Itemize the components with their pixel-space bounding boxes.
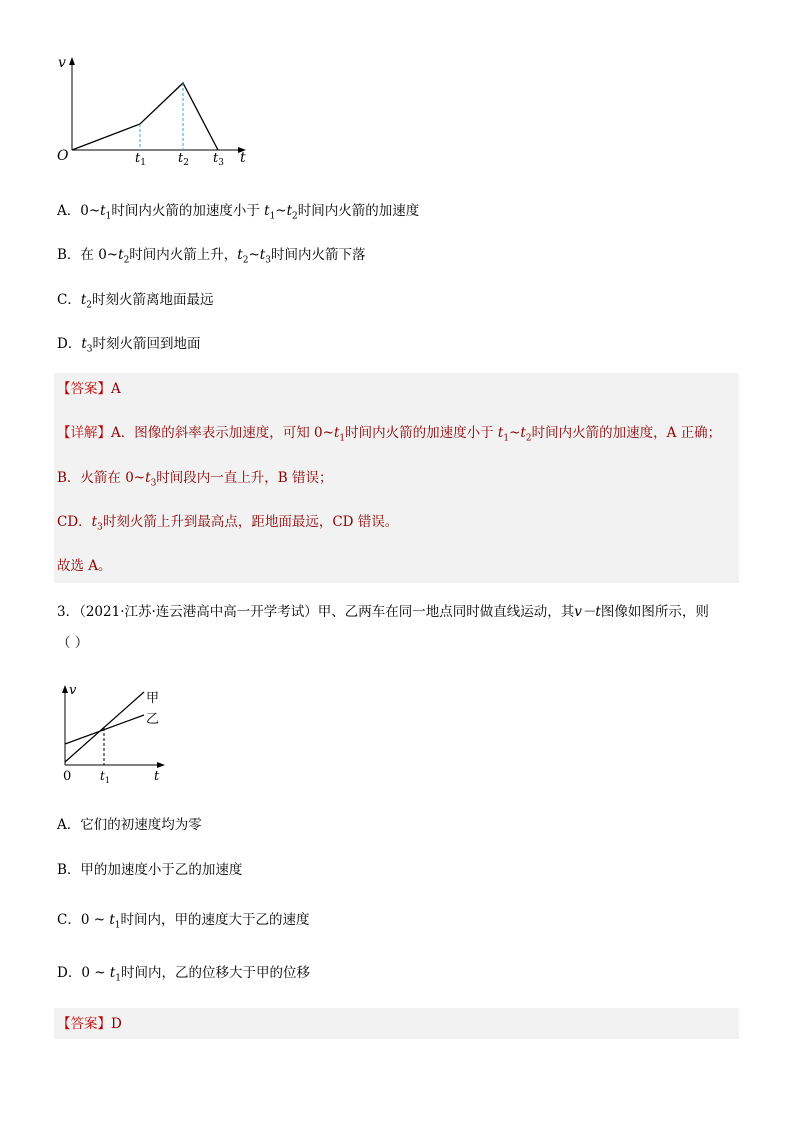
- q2-option-c: C．$t_2$时刻火箭离地面最远: [57, 292, 214, 311]
- t-axis-arrow: [157, 762, 165, 768]
- q2-detail-line-4: 故选 A。: [57, 558, 112, 574]
- origin-label: 0: [63, 769, 72, 784]
- t1-label: $t_1$: [100, 769, 110, 785]
- origin-label: O: [57, 148, 69, 164]
- v-axis-arrow: [62, 685, 68, 693]
- vt-graph-rocket: [50, 50, 260, 180]
- line-jia: [65, 692, 144, 762]
- velocity-curve: [72, 83, 218, 150]
- q2-detail-line-3: CD．$t_3$时刻火箭上升到最高点，距地面最远，CD 错误。: [57, 514, 399, 533]
- v-label: v: [69, 683, 77, 698]
- q3-option-a: A．它们的初速度均为零: [57, 817, 202, 833]
- q3-paren: （ ）: [57, 635, 89, 651]
- q3-answer-block: [54, 1008, 739, 1039]
- t2-label: $t_2$: [178, 151, 189, 168]
- q2-option-a: A．$0\sim t_1$时间内火箭的加速度小于 $t_1\sim t_2$时间内火箭的加速度: [57, 203, 420, 222]
- jia-label: 甲: [146, 691, 160, 706]
- q2-detail-line-2: B．火箭在 $0\sim t_3$时间段内一直上升，B 错误；: [57, 470, 333, 489]
- t1-label: $t_1$: [135, 151, 146, 168]
- t3-label: $t_3$: [213, 151, 224, 168]
- t-label: t: [154, 769, 160, 784]
- v-label: v: [58, 55, 66, 71]
- q2-option-b: B．在 $0\sim t_2$时间内火箭上升，$t_2\sim t_3$时间内火箭下落: [57, 247, 366, 266]
- q3-answer: 【答案】D: [57, 1016, 122, 1032]
- vt-graph-cars: [55, 680, 175, 785]
- v-axis-arrow: [69, 57, 75, 65]
- q3-option-c: C．0 ~ $t_1$时间内，甲的速度大于乙的速度: [57, 912, 310, 931]
- q2-answer: 【答案】A: [57, 381, 121, 397]
- q3-option-d: D．0 ~ $t_1$时间内，乙的位移大于甲的位移: [57, 965, 310, 984]
- q3-stem: 3．（2021·江苏·连云港高中高一开学考试）甲、乙两车在同一地点同时做直线运动，其v－t图像如图所示，则: [57, 604, 709, 620]
- t-label: t: [240, 150, 246, 166]
- q3-option-b: B．甲的加速度小于乙的加速度: [57, 862, 243, 878]
- q2-option-d: D．$t_3$时刻火箭回到地面: [57, 336, 201, 355]
- q2-detail-line-1: 【详解】A．图像的斜率表示加速度，可知 $0\sim t_1$时间内火箭的加速度小于 $t_1\sim t_2$时间内火箭的加速度，A 正确；: [57, 425, 722, 444]
- yi-label: 乙: [146, 712, 160, 727]
